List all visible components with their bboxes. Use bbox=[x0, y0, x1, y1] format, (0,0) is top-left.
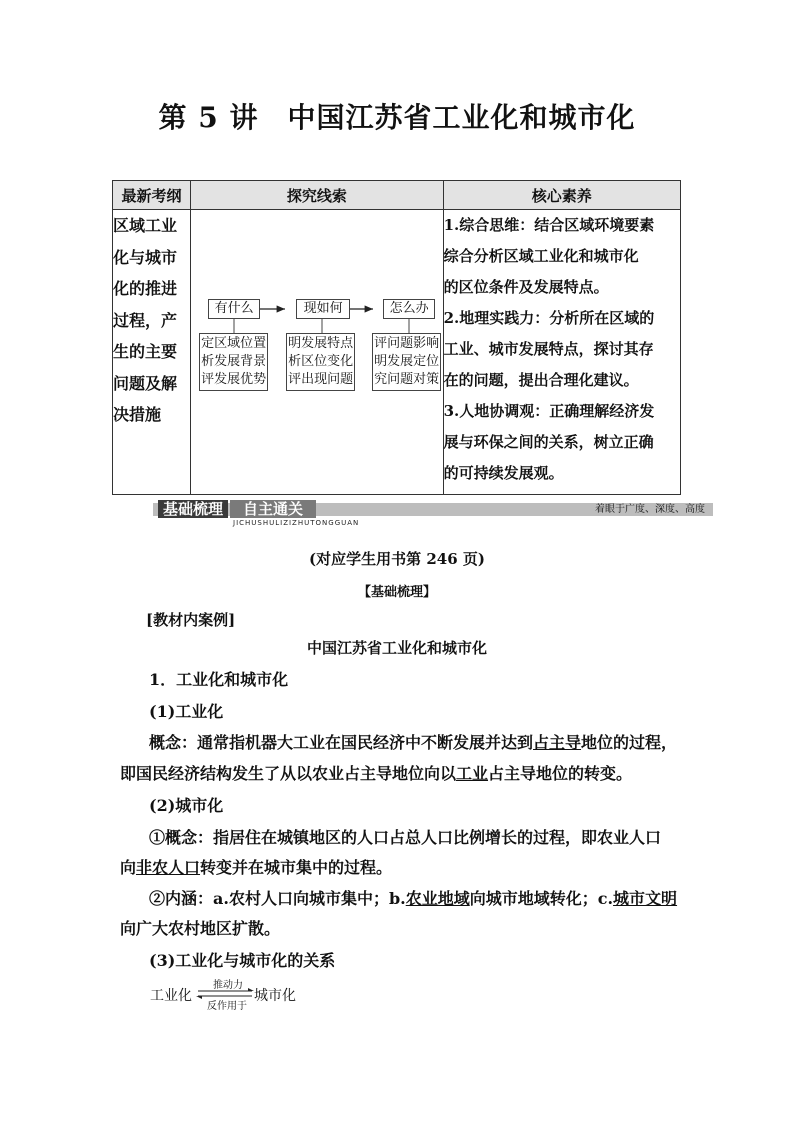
suyang-line: 工业、城市发展特点，探讨其存 bbox=[443, 340, 654, 358]
header-suyang: 核心素养 bbox=[443, 181, 680, 210]
list-item: 析区位变化 bbox=[288, 354, 354, 369]
heading-1-1: (1)工业化 bbox=[149, 702, 224, 721]
suyang-line: 2.地理实践力：分析所在区域的 bbox=[443, 309, 655, 327]
neihan-line-1: ②内涵：a.农村人口向城市集中；b.农业地域向城市地域转化；c.城市文明 bbox=[149, 889, 678, 908]
kaogang-line: 化的推进 bbox=[113, 279, 178, 298]
step-list-2 bbox=[286, 333, 355, 391]
suyang-line: 在的问题，提出合理化建议。 bbox=[443, 371, 639, 389]
case-title: 中国江苏省工业化和城市化 bbox=[306, 639, 487, 657]
banner-slogan: 着眼于广度、深度、高度 bbox=[595, 504, 705, 515]
list-item: 评发展优势 bbox=[201, 372, 267, 387]
list-item: 评出现问题 bbox=[288, 372, 354, 387]
banner-tag-zizhu: 自主通关 bbox=[230, 500, 316, 518]
step-box-you-shenme: 有什么 bbox=[208, 299, 260, 319]
suyang-line: 的区位条件及发展特点。 bbox=[443, 278, 609, 296]
blank-answer: 占主导 bbox=[533, 733, 582, 752]
banner-pinyin: JICHUSHULIZIZHUTONGGUAN bbox=[233, 519, 360, 527]
suyang-line: 3.人地协调观：正确理解经济发 bbox=[443, 402, 655, 420]
section-label: 【基础梳理】 bbox=[357, 585, 436, 600]
xiansuo-cell bbox=[191, 210, 443, 495]
kaogang-line: 化与城市 bbox=[113, 247, 178, 267]
page-title: 第 5 讲 中国江苏省工业化和城市化 bbox=[158, 101, 636, 134]
step-box-xian-ruhe: 现如何 bbox=[296, 299, 350, 319]
blank-answer: 城市文明 bbox=[613, 889, 678, 908]
relation-diagram bbox=[150, 975, 310, 1011]
section-banner bbox=[153, 500, 713, 527]
suyang-line: 综合分析区域工业化和城市化 bbox=[443, 247, 639, 265]
list-item: 明发展特点 bbox=[288, 336, 354, 351]
heading-1-2: (2)城市化 bbox=[149, 796, 224, 815]
relation-bottom-label: 反作用于 bbox=[207, 1001, 247, 1012]
list-item: 定区域位置 bbox=[201, 336, 267, 351]
lesson-overview-table bbox=[112, 180, 681, 495]
step-list-3 bbox=[372, 333, 441, 391]
concept-line-2: 即国民经济结构发生了从以农业占主导地位向以工业占主导地位的转变。 bbox=[120, 764, 633, 783]
banner-tag-jichu: 基础梳理 bbox=[158, 500, 228, 518]
list-item: 究问题对策 bbox=[374, 372, 440, 387]
header-kaogang: 最新考纲 bbox=[113, 181, 191, 210]
suyang-line: 展与环保之间的关系，树立正确 bbox=[443, 433, 654, 451]
step-list-1 bbox=[199, 333, 268, 391]
header-xiansuo: 探究线索 bbox=[191, 181, 443, 210]
city-concept-line-2: 向非农人口转变并在城市集中的过程。 bbox=[120, 858, 393, 877]
heading-1-3: (3)工业化与城市化的关系 bbox=[149, 951, 336, 970]
concept-line-1: 概念：通常指机器大工业在国民经济中不断发展并达到占主导地位的过程， bbox=[149, 733, 678, 752]
kaogang-cell bbox=[113, 210, 191, 495]
suyang-cell bbox=[443, 210, 680, 495]
case-label: [教材内案例] bbox=[146, 611, 236, 629]
kaogang-line: 问题及解 bbox=[113, 373, 178, 393]
blank-answer: 非农人口 bbox=[136, 858, 201, 877]
heading-1: 1．工业化和城市化 bbox=[149, 670, 289, 689]
neihan-line-2: 向广大农村地区扩散。 bbox=[120, 919, 281, 938]
blank-answer: 工业 bbox=[456, 764, 489, 783]
list-item: 评问题影响 bbox=[374, 336, 440, 351]
list-item: 明发展定位 bbox=[374, 354, 440, 369]
relation-top-label: 推动力 bbox=[213, 980, 243, 991]
kaogang-line: 过程，产 bbox=[113, 310, 178, 330]
suyang-line: 1.综合思维：结合区域环境要素 bbox=[443, 216, 655, 234]
relation-right: 城市化 bbox=[254, 988, 296, 1004]
city-concept-line-1: ①概念：指居住在城镇地区的人口占总人口比例增长的过程，即农业人口 bbox=[149, 828, 662, 847]
list-item: 析发展背景 bbox=[201, 354, 267, 369]
kaogang-line: 生的主要 bbox=[113, 342, 178, 361]
suyang-line: 的可持续发展观。 bbox=[443, 464, 564, 482]
step-box-zenme-ban: 怎么办 bbox=[383, 299, 435, 319]
page-reference: (对应学生用书第 246 页) bbox=[309, 550, 485, 568]
kaogang-line: 决措施 bbox=[113, 405, 162, 424]
relation-left: 工业化 bbox=[150, 988, 192, 1004]
kaogang-line: 区域工业 bbox=[113, 216, 178, 235]
blank-answer: 农业地域 bbox=[405, 889, 470, 908]
inquiry-diagram bbox=[191, 210, 442, 494]
